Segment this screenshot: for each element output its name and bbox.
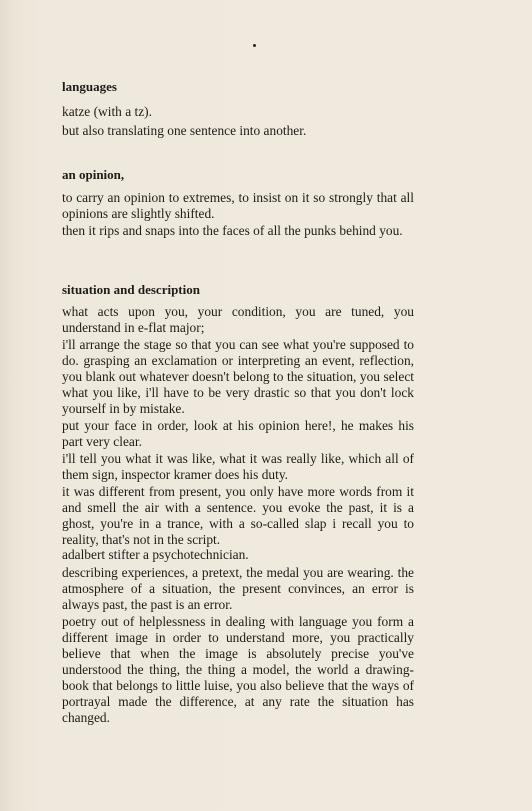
paragraph: adalbert stifter a psychotechnician. — [62, 547, 249, 562]
paragraph: what acts upon you, your condition, you are tuned, you understand in e-flat major; — [62, 304, 414, 335]
paragraph: put your face in order, look at his opinion here!, he makes his part very clear. — [62, 418, 414, 449]
paragraph: then it rips and snaps into the faces of all the punks behind you. — [62, 223, 403, 238]
section-heading-situation: situation and description — [62, 282, 200, 297]
paragraph: describing experiences, a pretext, the medal you are wearing. the atmosphere of a situation, the present convinces, an error is always past, the past is an error. — [62, 565, 414, 612]
paragraph: katze (with a tz). — [62, 104, 152, 119]
page-dot-mark — [253, 44, 256, 47]
paragraph: i'll tell you what it was like, what it was really like, which all of them sign, inspector kramer does his duty. — [62, 451, 414, 482]
paragraph: but also translating one sentence into another. — [62, 123, 307, 138]
paragraph: to carry an opinion to extremes, to insist on it so strongly that all opinions are slightly shifted. — [62, 190, 414, 221]
section-heading-languages: languages — [62, 79, 117, 94]
paragraph: it was different from present, you only have more words from it and smell the air with a sentence. you evoke the past, it is a ghost, you're in a trance, with a so-called slap i recall you to reality, that's not in the script. — [62, 484, 414, 547]
paragraph: poetry out of helplessness in dealing with language you form a different image in order to understand more, you practically believe that when the image is absolutely precise you've understood the thing, the thing a model, the world a drawing-book that belongs to little luise, you also believe that the ways of portrayal made the difference, at any rate the situation has changed. — [62, 614, 414, 725]
paragraph: i'll arrange the stage so that you can see what you're supposed to do. grasping an exclamation or interpreting an event, reflection, you blank out whatever doesn't belong to the situation, you select what you like, i'll have to be very drastic so that you don't lock yourself in by mistake. — [62, 337, 414, 416]
section-heading-opinion: an opinion, — [62, 167, 125, 182]
